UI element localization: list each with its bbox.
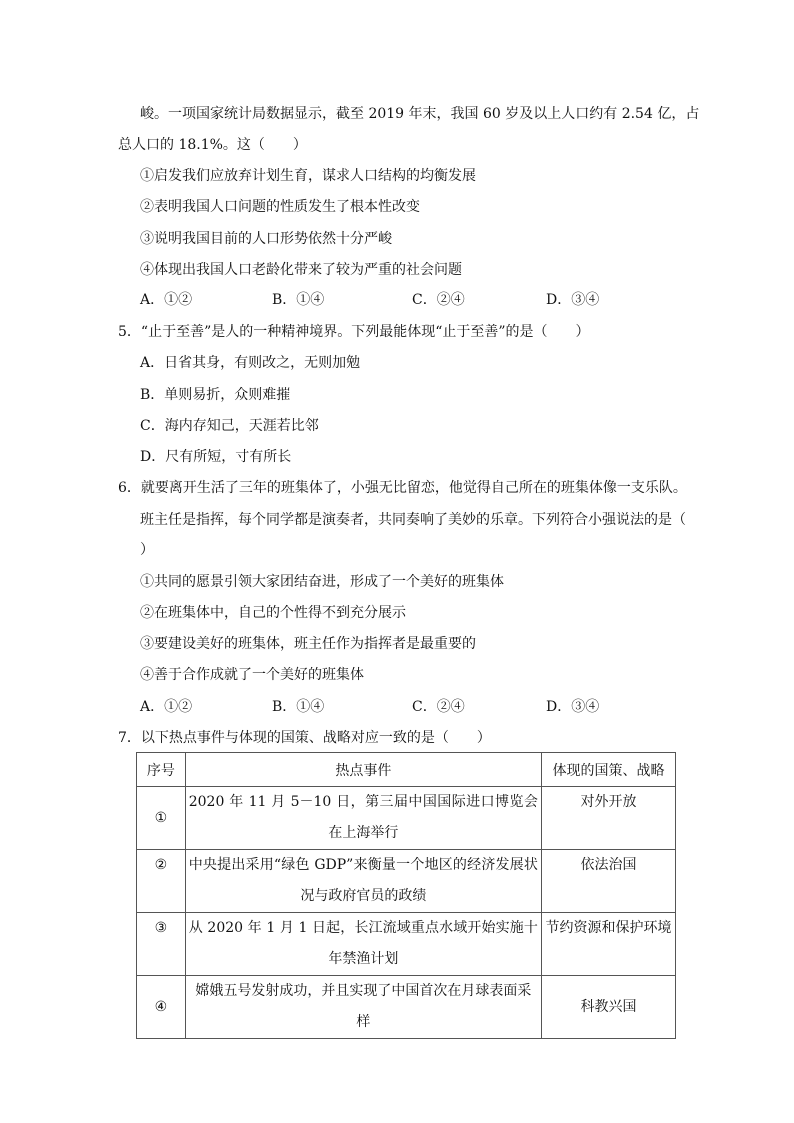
table-row	[137, 976, 676, 1039]
q5-option-d: D．尺有所短，寸有所长	[140, 449, 292, 465]
row-policy: 科教兴国	[541, 976, 675, 1039]
q4-item-4: ④体现出我国人口老龄化带来了较为严重的社会问题	[140, 262, 462, 278]
q6-stem-line2: 班主任是指挥，每个同学都是演奏者，共同奏响了美妙的乐章。下列符合小强说法的是（	[140, 512, 686, 528]
row-event: 中央提出采用“绿色 GDP”来衡量一个地区的经济发展状况与政府官员的政绩	[185, 850, 541, 913]
q6-option-b: B．①④	[272, 699, 325, 715]
q5-option-a: A．日省其身，有则改之，无则加勉	[140, 355, 361, 371]
q6-option-d: D．③④	[546, 699, 600, 715]
row-number: ③	[137, 913, 186, 976]
q6-item-1: ①共同的愿景引领大家团结奋进，形成了一个美好的班集体	[140, 574, 504, 590]
q6-stem-line1: 6．就要离开生活了三年的班集体了，小强无比留恋，他觉得自己所在的班集体像一支乐队。	[118, 480, 687, 496]
q5-option-b: B．单则易折，众则难摧	[140, 387, 291, 403]
header-number: 序号	[137, 753, 186, 787]
row-event: 嫦娥五号发射成功，并且实现了中国首次在月球表面采样	[185, 976, 541, 1039]
row-policy: 依法治国	[541, 850, 675, 913]
q6-item-2: ②在班集体中，自己的个性得不到充分展示	[140, 605, 406, 621]
q5-stem: 5．“止于至善”是人的一种精神境界。下列最能体现“止于至善”的是（ ）	[118, 324, 590, 340]
table-row	[137, 787, 676, 850]
q7-stem: 7．以下热点事件与体现的国策、战略对应一致的是（ ）	[118, 730, 491, 746]
q4-stem-line1: 峻。一项国家统计局数据显示，截至 2019 年末，我国 60 岁及以上人口约有 2.54 亿，占	[140, 106, 700, 122]
q7-table	[136, 752, 676, 1039]
q4-option-c: C．②④	[412, 292, 465, 308]
row-policy: 节约资源和保护环境	[541, 913, 675, 976]
q4-item-1: ①启发我们应放弃计划生育，谋求人口结构的均衡发展	[140, 168, 476, 184]
row-event: 2020 年 11 月 5－10 日，第三届中国国际进口博览会在上海举行	[185, 787, 541, 850]
q4-option-b: B．①④	[272, 292, 325, 308]
q5-option-c: C．海内存知己，天涯若比邻	[140, 418, 319, 434]
q6-item-4: ④善于合作成就了一个美好的班集体	[140, 667, 364, 683]
q4-option-d: D．③④	[546, 292, 600, 308]
q4-option-a: A．①②	[140, 292, 193, 308]
q4-item-2: ②表明我国人口问题的性质发生了根本性改变	[140, 199, 420, 215]
q6-stem-line3: ）	[140, 542, 154, 558]
row-policy: 对外开放	[541, 787, 675, 850]
q4-stem-line2: 总人口的 18.1%。这（ ）	[118, 137, 307, 153]
header-policy: 体现的国策、战略	[541, 753, 675, 787]
table-row	[137, 850, 676, 913]
table-row	[137, 913, 676, 976]
q6-option-c: C．②④	[412, 699, 465, 715]
table-header-row	[137, 753, 676, 787]
row-number: ①	[137, 787, 186, 850]
row-number: ④	[137, 976, 186, 1039]
header-event: 热点事件	[185, 753, 541, 787]
row-number: ②	[137, 850, 186, 913]
q6-option-a: A．①②	[140, 699, 193, 715]
q4-item-3: ③说明我国目前的人口形势依然十分严峻	[140, 231, 392, 247]
q6-item-3: ③要建设美好的班集体，班主任作为指挥者是最重要的	[140, 636, 476, 652]
row-event: 从 2020 年 1 月 1 日起，长江流域重点水域开始实施十年禁渔计划	[185, 913, 541, 976]
